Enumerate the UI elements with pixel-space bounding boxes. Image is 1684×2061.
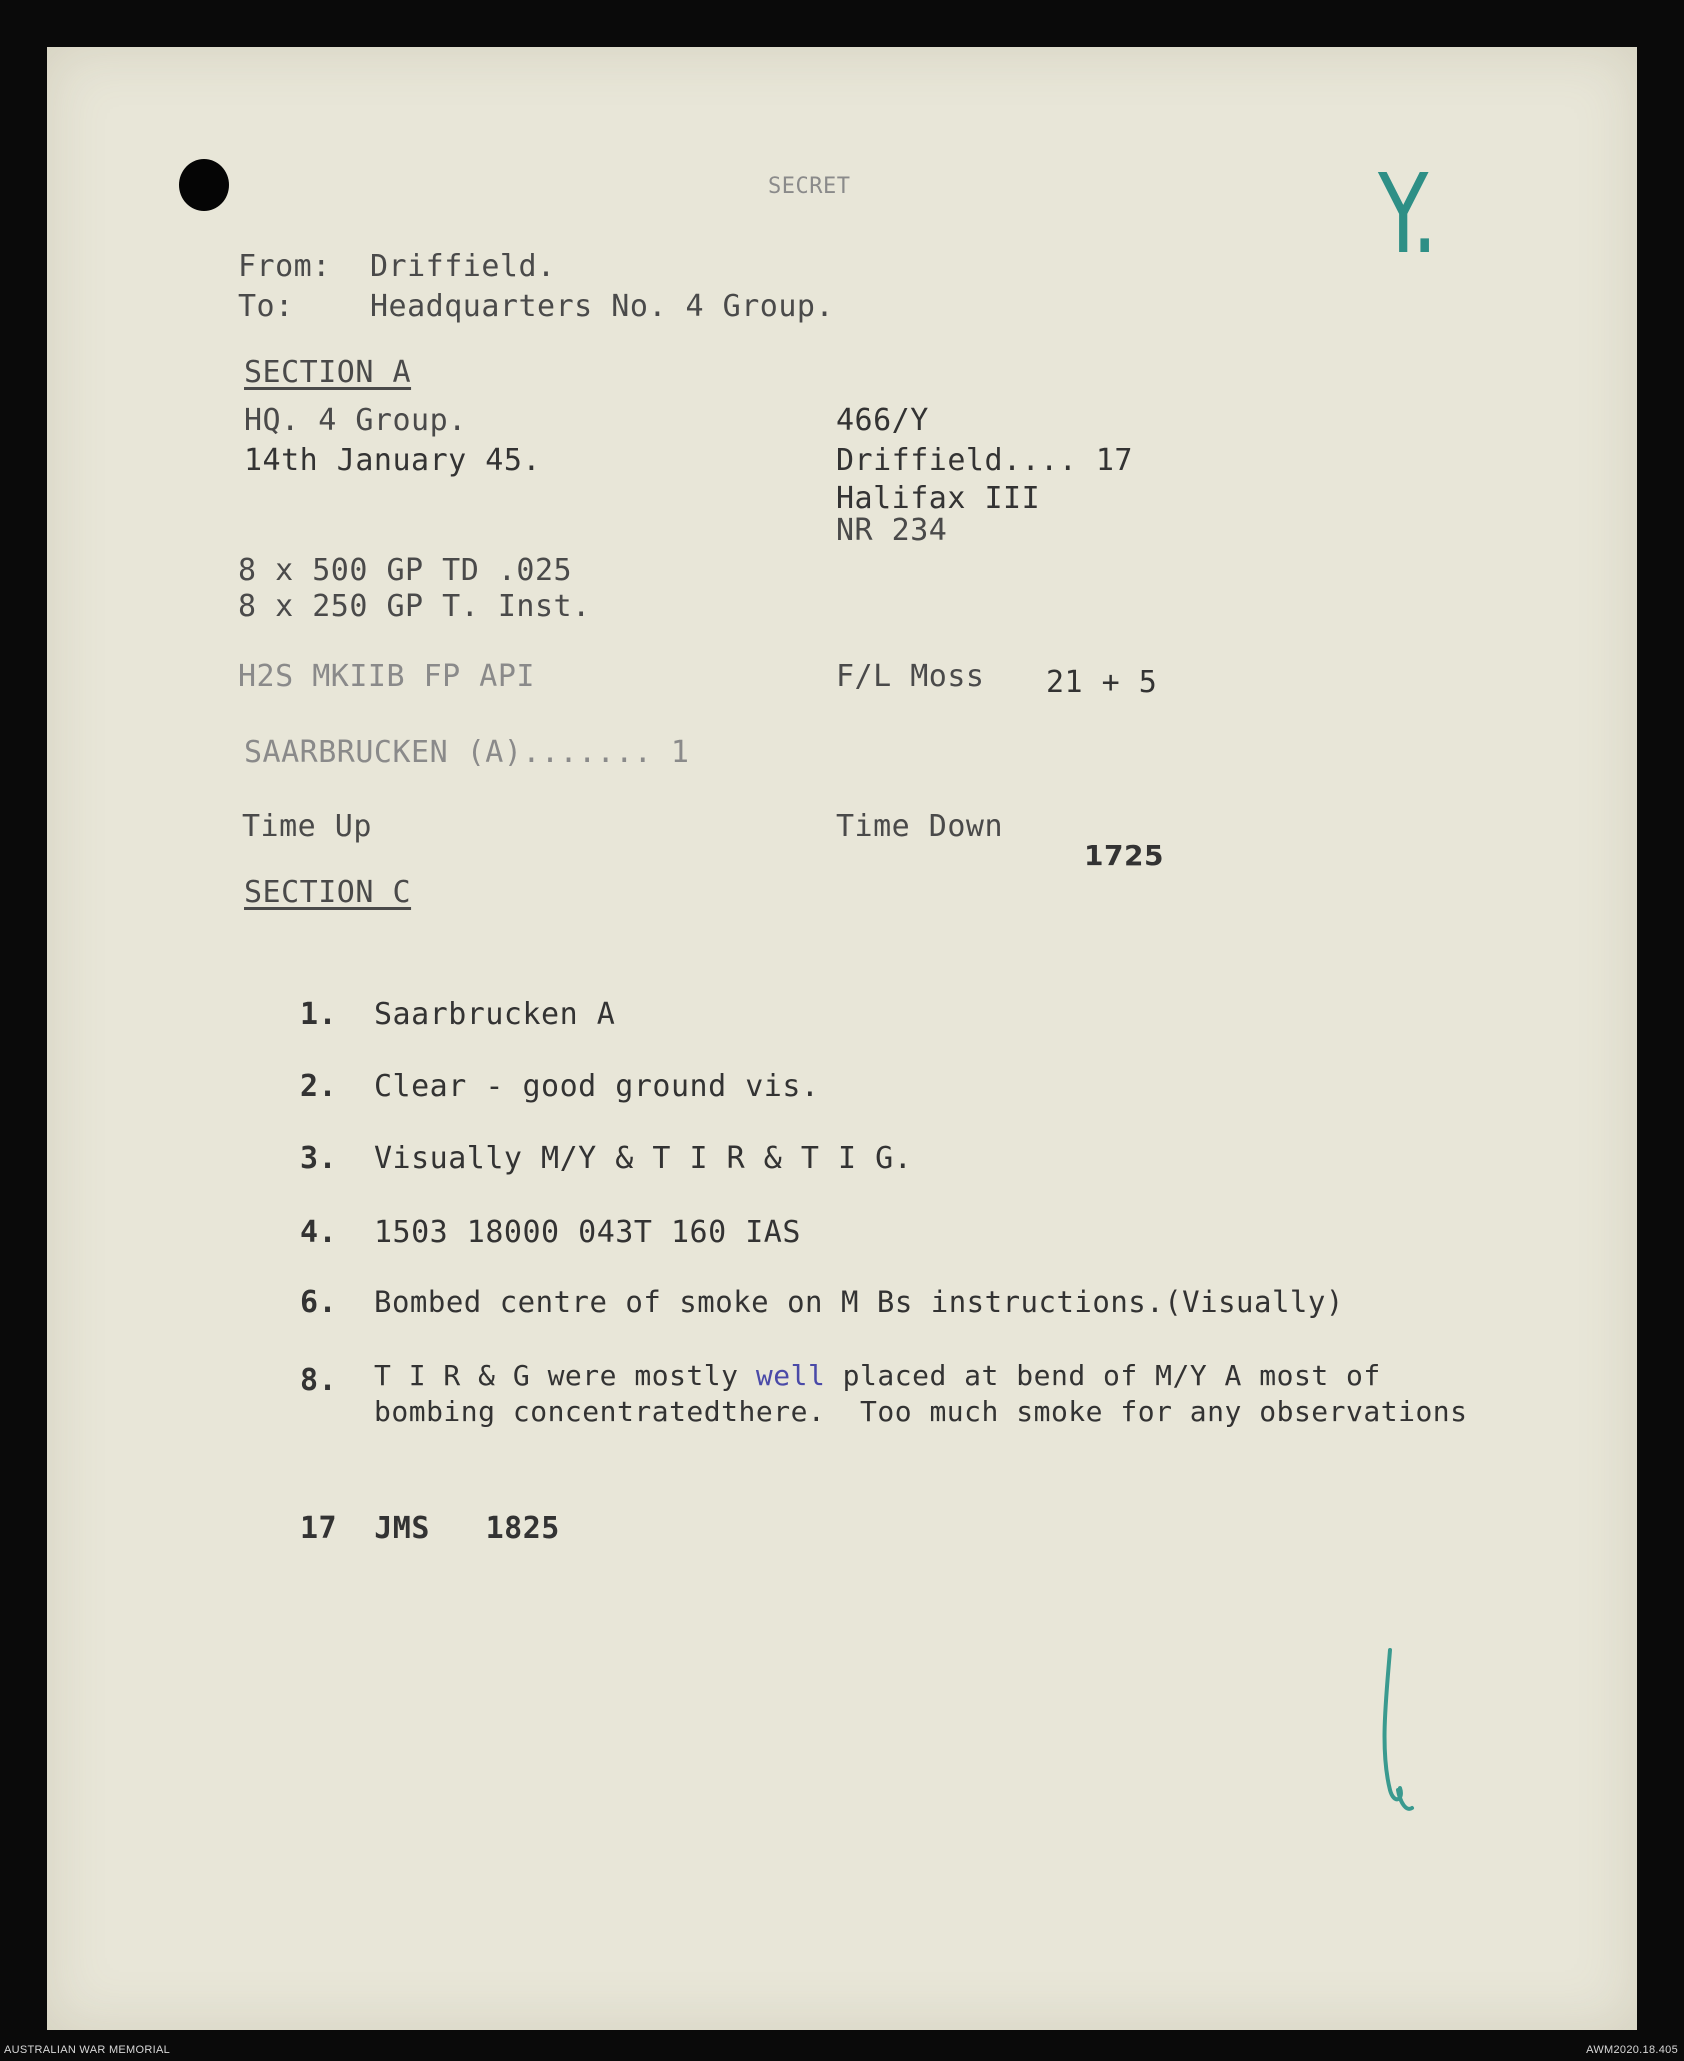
from-value: Driffield. [370, 249, 556, 284]
base-line: Driffield.... 17 [836, 443, 1133, 478]
aircraft-serial: NR 234 [836, 513, 948, 548]
section-a-heading: SECTION A [244, 355, 412, 390]
group-line: HQ. 4 Group. [244, 403, 467, 438]
item-number: 6. [300, 1285, 338, 1320]
time-down-label: Time Down [836, 809, 1004, 844]
item-text: 1503 18000 043T 160 IAS [374, 1215, 801, 1250]
section-c-heading: SECTION C [244, 875, 412, 910]
to-label: To: [238, 289, 294, 324]
pilot-name: F/L Moss [836, 659, 985, 694]
reference-number: 466/Y [836, 403, 929, 438]
item-8-line-2: bombing concentratedthere. Too much smoke for any observations [374, 1395, 1468, 1428]
item-8-text-b: placed at bend of M/Y A most of [825, 1359, 1381, 1392]
target-line: SAARBRUCKEN (A)....... 1 [244, 735, 690, 770]
equipment-line: H2S MKIIB FP API [238, 659, 535, 694]
item-number: 3. [300, 1141, 338, 1176]
bomb-load-2: 8 x 250 GP T. Inst. [238, 589, 591, 624]
item-number: 8. [300, 1363, 338, 1398]
punch-hole [179, 159, 229, 211]
item-8-text-a: T I R & G were mostly [374, 1359, 756, 1392]
item-number: 2. [300, 1069, 338, 1104]
time-up-label: Time Up [242, 809, 372, 844]
aircraft-type: Halifax III [836, 481, 1041, 516]
item-number: 4. [300, 1215, 338, 1250]
classification-mark: SECRET [768, 174, 851, 199]
footer-institution: AUSTRALIAN WAR MEMORIAL [4, 2044, 171, 2056]
item-number: 1. [300, 997, 338, 1032]
crew-count: 21 + 5 [1046, 665, 1158, 700]
handwritten-initial-mark [1360, 1640, 1440, 1820]
item-8-struck-word: well [755, 1359, 826, 1392]
footer-accession: AWM2020.18.405 [1586, 2044, 1678, 2056]
item-text: Saarbrucken A [374, 997, 616, 1032]
to-value: Headquarters No. 4 Group. [370, 289, 835, 324]
item-text: Bombed centre of smoke on M Bs instructions.(Visually) [374, 1285, 1344, 1319]
time-down-value: 1725 [1084, 839, 1164, 872]
item-8-line-1 [374, 1359, 1381, 1392]
from-label: From: [238, 249, 331, 284]
bomb-load-1: 8 x 500 GP TD .025 [238, 553, 573, 588]
signoff-line: 17 JMS 1825 [300, 1511, 560, 1546]
handwritten-y-mark: Y. [1377, 150, 1438, 278]
date-line: 14th January 45. [244, 443, 541, 478]
item-text: Visually M/Y & T I R & T I G. [374, 1141, 913, 1176]
item-text: Clear - good ground vis. [374, 1069, 820, 1104]
